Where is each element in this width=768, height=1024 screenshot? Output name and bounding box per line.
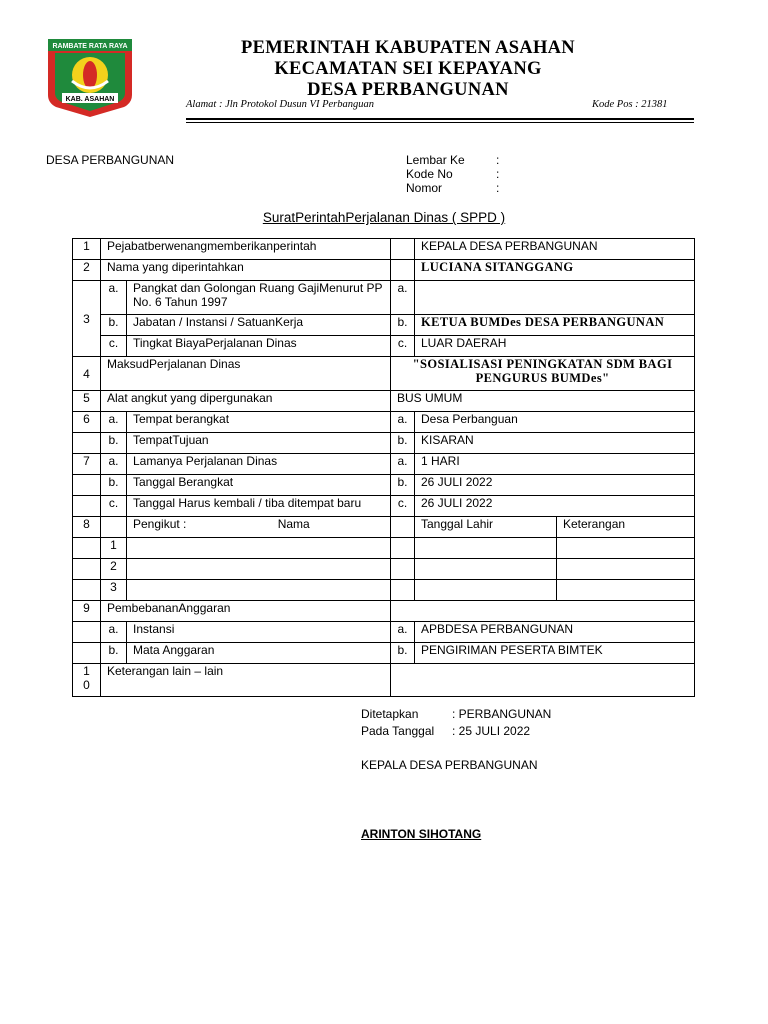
row-number: 1 (73, 239, 101, 260)
birthdate-header: Tanggal Lahir (415, 517, 557, 538)
row-value (415, 315, 695, 336)
lembar-label: Lembar Ke (406, 153, 465, 167)
row-number (73, 496, 101, 517)
row-label: TempatTujuan (127, 433, 391, 454)
row-sub: b. (101, 315, 127, 336)
asahan-logo (46, 37, 134, 119)
follower-number: 3 (101, 580, 127, 601)
row-sub: a. (101, 412, 127, 433)
kode-label: Kode No (406, 167, 453, 181)
row-number-digit-2: 0 (83, 678, 90, 692)
row-value: 1 HARI (415, 454, 695, 475)
row-number (73, 664, 101, 697)
row-number (73, 475, 101, 496)
nama-header: Nama (277, 517, 310, 531)
table-row (73, 496, 695, 517)
logo-bottom-text: KAB. ASAHAN (65, 96, 115, 103)
sender-name: DESA PERBANGUNAN (46, 153, 175, 167)
row-number (73, 580, 101, 601)
header-rule-thin (186, 122, 694, 123)
row-number: 2 (73, 260, 101, 281)
row-number (73, 622, 101, 643)
row-value: APBDESA PERBANGUNAN (415, 622, 695, 643)
purpose-value: "SOSIALISASI PENINGKATAN SDM BAGI PENGURUS BUMDes" (412, 357, 673, 385)
ditetapkan-value: : PERBANGUNAN (452, 707, 552, 721)
row-label: Nama yang diperintahkan (101, 260, 391, 281)
table-row (73, 433, 695, 454)
row-sub: a. (101, 454, 127, 475)
row-value (391, 664, 695, 697)
value-sub: a. (391, 281, 415, 315)
row-sub: c. (101, 496, 127, 517)
row-value (391, 601, 695, 622)
value-sub (391, 580, 415, 601)
table-row (73, 412, 695, 433)
lembar-colon: : (496, 153, 500, 167)
row-label: Tempat berangkat (127, 412, 391, 433)
table-row (73, 357, 695, 391)
position-value: KETUA BUMDes DESA PERBANGUNAN (421, 315, 665, 329)
follower-number: 1 (101, 538, 127, 559)
table-row (73, 559, 695, 580)
row-number: 6 (73, 412, 101, 433)
traveler-name: LUCIANA SITANGGANG (421, 260, 574, 274)
header-line-3: DESA PERBANGUNAN (307, 80, 509, 100)
row-sub (101, 517, 127, 538)
value-sub (391, 260, 415, 281)
row-number: 3 (73, 281, 101, 357)
row-sub: a. (101, 281, 127, 315)
row-value (391, 357, 695, 391)
table-row (73, 601, 695, 622)
row-label: PembebananAnggaran (101, 601, 391, 622)
row-value: LUAR DAERAH (415, 336, 695, 357)
table-row (73, 643, 695, 664)
row-label: Tanggal Harus kembali / tiba ditempat baru (127, 496, 391, 517)
row-label: Lamanya Perjalanan Dinas (127, 454, 391, 475)
header-rule-thick (186, 118, 694, 120)
row-label: Keterangan lain – lain (101, 664, 391, 697)
value-sub (391, 517, 415, 538)
row-value (415, 260, 695, 281)
remarks-header: Keterangan (557, 517, 695, 538)
value-sub: b. (391, 475, 415, 496)
table-row (73, 281, 695, 315)
row-label: Pejabatberwenangmemberikanperintah (101, 239, 391, 260)
value-sub: b. (391, 643, 415, 664)
row-value: KISARAN (415, 433, 695, 454)
table-row (73, 538, 695, 559)
value-sub (391, 538, 415, 559)
row-value: 26 JULI 2022 (415, 496, 695, 517)
row-number (73, 559, 101, 580)
table-row (73, 391, 695, 412)
row-number: 5 (73, 391, 101, 412)
row-label: Instansi (127, 622, 391, 643)
table-row (73, 260, 695, 281)
follower-remarks (557, 538, 695, 559)
row-number (73, 538, 101, 559)
row-label: Alat angkut yang dipergunakan (101, 391, 391, 412)
follower-remarks (557, 559, 695, 580)
ditetapkan-label: Ditetapkan (361, 707, 419, 721)
row-label (127, 517, 391, 538)
row-number: 4 (73, 357, 101, 391)
row-sub: b. (101, 643, 127, 664)
follower-birthdate (415, 580, 557, 601)
table-row (73, 475, 695, 496)
row-sub: a. (101, 622, 127, 643)
row-sub: b. (101, 475, 127, 496)
row-number: 7 (73, 454, 101, 475)
follower-birthdate (415, 538, 557, 559)
row-sub: c. (101, 336, 127, 357)
nomor-colon: : (496, 181, 500, 195)
value-sub: c. (391, 336, 415, 357)
table-row (73, 664, 695, 697)
row-number (73, 433, 101, 454)
value-sub: b. (391, 315, 415, 336)
follower-name (127, 538, 391, 559)
row-label: Tanggal Berangkat (127, 475, 391, 496)
value-sub: c. (391, 496, 415, 517)
row-value: 26 JULI 2022 (415, 475, 695, 496)
header-line-2: KECAMATAN SEI KEPAYANG (274, 59, 542, 79)
value-sub: b. (391, 433, 415, 454)
row-label: Jabatan / Instansi / SatuanKerja (127, 315, 391, 336)
table-row (73, 315, 695, 336)
row-label: Mata Anggaran (127, 643, 391, 664)
sppd-table (72, 238, 695, 697)
header-line-1: PEMERINTAH KABUPATEN ASAHAN (241, 38, 575, 58)
value-sub: a. (391, 412, 415, 433)
header-address: Alamat : Jln Protokol Dusun VI Perbanguan (186, 99, 375, 110)
row-label: MaksudPerjalanan Dinas (101, 357, 391, 391)
header-postal-code: Kode Pos : 21381 (592, 99, 668, 110)
value-sub: a. (391, 454, 415, 475)
row-value: Desa Perbanguan (415, 412, 695, 433)
table-row (73, 239, 695, 260)
row-number: 9 (73, 601, 101, 622)
table-row (73, 517, 695, 538)
document-title: SuratPerintahPerjalanan Dinas ( SPPD ) (262, 210, 506, 225)
signer-position: KEPALA DESA PERBANGUNAN (361, 758, 538, 772)
row-number: 8 (73, 517, 101, 538)
value-sub (391, 559, 415, 580)
pengikut-label: Pengikut : (133, 517, 187, 531)
row-value: KEPALA DESA PERBANGUNAN (415, 239, 695, 260)
row-value: PENGIRIMAN PESERTA BIMTEK (415, 643, 695, 664)
row-label: Pangkat dan Golongan Ruang GajiMenurut PP No. 6 Tahun 1997 (127, 281, 391, 315)
row-value: BUS UMUM (391, 391, 695, 412)
tanggal-value: : 25 JULI 2022 (452, 724, 531, 738)
value-sub (391, 239, 415, 260)
value-sub: a. (391, 622, 415, 643)
row-value (415, 281, 695, 315)
row-label: Tingkat BiayaPerjalanan Dinas (127, 336, 391, 357)
follower-number: 2 (101, 559, 127, 580)
follower-name (127, 559, 391, 580)
signer-name: ARINTON SIHOTANG (361, 827, 482, 841)
kode-colon: : (496, 167, 500, 181)
nomor-label: Nomor (406, 181, 443, 195)
follower-remarks (557, 580, 695, 601)
row-number-digit-1: 1 (83, 664, 90, 678)
tanggal-label: Pada Tanggal (361, 724, 435, 738)
table-row (73, 622, 695, 643)
row-number (73, 643, 101, 664)
row-sub: b. (101, 433, 127, 454)
logo-banner-text: RAMBATE RATA RAYA (52, 43, 128, 50)
table-row (73, 454, 695, 475)
follower-name (127, 580, 391, 601)
table-row (73, 580, 695, 601)
table-row (73, 336, 695, 357)
follower-birthdate (415, 559, 557, 580)
